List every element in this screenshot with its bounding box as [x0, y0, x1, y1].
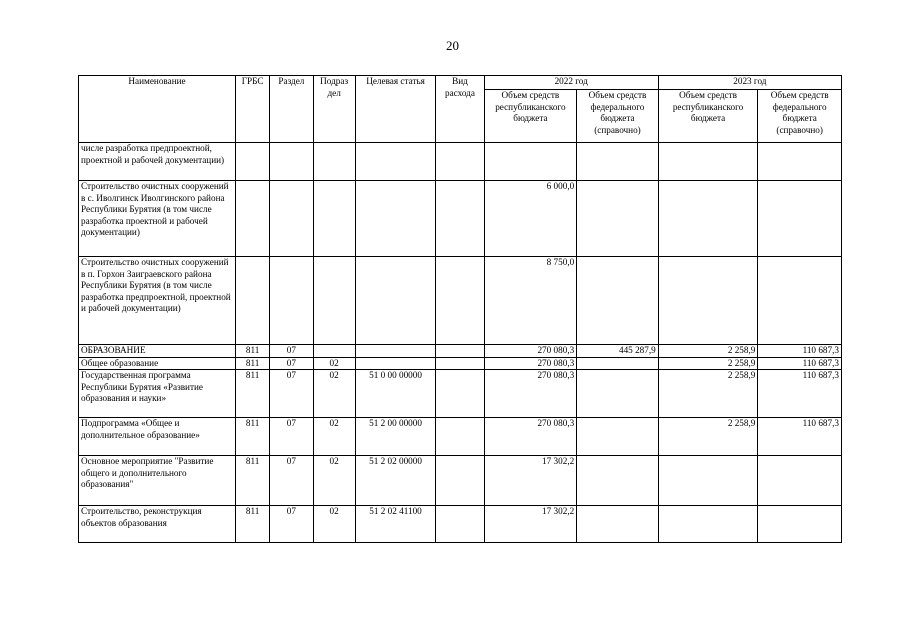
- cell-name: Государственная программа Республики Бурятия «Развитие образования и науки»: [79, 370, 236, 418]
- header-grbs: ГРБС: [236, 76, 270, 143]
- table-row: [79, 143, 842, 181]
- cell-vid-rashoda: [436, 345, 484, 358]
- table-row: [79, 257, 842, 345]
- cell-fed-2022: [577, 456, 659, 506]
- cell-fed-2022: [577, 357, 659, 370]
- cell-razdel: 07: [270, 357, 313, 370]
- cell-fed-2022: [577, 181, 659, 257]
- cell-razdel: 07: [270, 345, 313, 358]
- cell-resp-2022: 8 750,0: [484, 257, 577, 345]
- cell-fed-2022: 445 287,9: [577, 345, 659, 358]
- cell-grbs: [236, 257, 270, 345]
- cell-fed-2022: [577, 370, 659, 418]
- header-fed-budget-2023: Объем средств федерального бюджета (справочно): [758, 90, 842, 143]
- cell-grbs: 811: [236, 506, 270, 543]
- cell-razdel: [270, 181, 313, 257]
- cell-grbs: 811: [236, 357, 270, 370]
- cell-fed-2023: 110 687,3: [758, 357, 842, 370]
- cell-fed-2023: [758, 257, 842, 345]
- cell-fed-2023: 110 687,3: [758, 345, 842, 358]
- cell-resp-2023: [658, 181, 758, 257]
- cell-resp-2023: 2 258,9: [658, 370, 758, 418]
- cell-fed-2023: [758, 506, 842, 543]
- cell-podrazdel: 02: [313, 418, 355, 456]
- cell-razdel: 07: [270, 370, 313, 418]
- cell-cel-statya: [355, 143, 436, 181]
- cell-razdel: [270, 257, 313, 345]
- cell-name: Строительство очистных сооружений в п. Горхон Заиграевского района Республики Бурятия (в том числе разработка предпроектной, проектной и рабочей документации): [79, 257, 236, 345]
- cell-cel-statya: [355, 357, 436, 370]
- cell-vid-rashoda: [436, 257, 484, 345]
- cell-fed-2023: [758, 456, 842, 506]
- cell-name: Строительство, реконструкция объектов образования: [79, 506, 236, 543]
- budget-table: [78, 75, 842, 543]
- cell-resp-2022: 270 080,3: [484, 418, 577, 456]
- cell-razdel: 07: [270, 456, 313, 506]
- header-podrazdel: Подраз дел: [313, 76, 355, 143]
- cell-vid-rashoda: [436, 143, 484, 181]
- cell-resp-2023: [658, 456, 758, 506]
- table-row: [79, 370, 842, 418]
- cell-cel-statya: 51 0 00 00000: [355, 370, 436, 418]
- cell-resp-2022: 270 080,3: [484, 357, 577, 370]
- table-row: [79, 181, 842, 257]
- cell-fed-2023: [758, 181, 842, 257]
- cell-fed-2023: 110 687,3: [758, 370, 842, 418]
- cell-podrazdel: 02: [313, 456, 355, 506]
- cell-vid-rashoda: [436, 506, 484, 543]
- cell-fed-2022: [577, 257, 659, 345]
- header-name: Наименование: [79, 76, 236, 143]
- cell-cel-statya: 51 2 02 00000: [355, 456, 436, 506]
- cell-vid-rashoda: [436, 370, 484, 418]
- header-fed-budget-2022: Объем средств федерального бюджета (справочно): [577, 90, 659, 143]
- cell-podrazdel: 02: [313, 506, 355, 543]
- header-year-2023: 2023 год: [658, 76, 841, 90]
- cell-fed-2023: [758, 143, 842, 181]
- cell-resp-2023: 2 258,9: [658, 418, 758, 456]
- cell-resp-2022: [484, 143, 577, 181]
- cell-grbs: 811: [236, 456, 270, 506]
- cell-fed-2022: [577, 418, 659, 456]
- header-razdel: Раздел: [270, 76, 313, 143]
- cell-grbs: 811: [236, 370, 270, 418]
- cell-resp-2023: 2 258,9: [658, 345, 758, 358]
- cell-grbs: 811: [236, 345, 270, 358]
- cell-cel-statya: [355, 345, 436, 358]
- header-resp-budget-2023: Объем средств республиканского бюджета: [658, 90, 758, 143]
- cell-vid-rashoda: [436, 181, 484, 257]
- header-cel-statya: Целевая статья: [355, 76, 436, 143]
- cell-fed-2023: 110 687,3: [758, 418, 842, 456]
- cell-vid-rashoda: [436, 456, 484, 506]
- cell-razdel: [270, 143, 313, 181]
- cell-resp-2022: 270 080,3: [484, 345, 577, 358]
- cell-podrazdel: [313, 345, 355, 358]
- cell-razdel: 07: [270, 506, 313, 543]
- cell-name: Основное мероприятие "Развитие общего и дополнительного образования": [79, 456, 236, 506]
- table-row: [79, 357, 842, 370]
- table-header: [79, 76, 842, 143]
- cell-podrazdel: 02: [313, 370, 355, 418]
- cell-name: Строительство очистных сооружений в с. Иволгинск Иволгинского района Республики Бурятия (в том числе разработка проектной и рабочей документации): [79, 181, 236, 257]
- cell-resp-2023: [658, 257, 758, 345]
- cell-fed-2022: [577, 143, 659, 181]
- table-row: [79, 345, 842, 358]
- cell-grbs: [236, 181, 270, 257]
- table-body: [79, 143, 842, 543]
- cell-grbs: [236, 143, 270, 181]
- cell-name: числе разработка предпроектной, проектной и рабочей документации): [79, 143, 236, 181]
- cell-grbs: 811: [236, 418, 270, 456]
- cell-name: ОБРАЗОВАНИЕ: [79, 345, 236, 358]
- cell-vid-rashoda: [436, 357, 484, 370]
- cell-resp-2023: [658, 143, 758, 181]
- cell-resp-2022: 270 080,3: [484, 370, 577, 418]
- table-row: [79, 506, 842, 543]
- cell-resp-2023: [658, 506, 758, 543]
- cell-vid-rashoda: [436, 418, 484, 456]
- cell-fed-2022: [577, 506, 659, 543]
- cell-cel-statya: 51 2 00 00000: [355, 418, 436, 456]
- cell-cel-statya: [355, 257, 436, 345]
- cell-resp-2022: 6 000,0: [484, 181, 577, 257]
- cell-cel-statya: [355, 181, 436, 257]
- cell-podrazdel: [313, 181, 355, 257]
- cell-razdel: 07: [270, 418, 313, 456]
- header-resp-budget-2022: Объем средств республиканского бюджета: [484, 90, 577, 143]
- cell-resp-2022: 17 302,2: [484, 506, 577, 543]
- header-year-2022: 2022 год: [484, 76, 658, 90]
- header-vid-rashoda: Вид расхода: [436, 76, 484, 143]
- page-number: 20: [446, 38, 459, 53]
- cell-resp-2022: 17 302,2: [484, 456, 577, 506]
- cell-resp-2023: 2 258,9: [658, 357, 758, 370]
- cell-name: Подпрограмма «Общее и дополнительное образование»: [79, 418, 236, 456]
- cell-podrazdel: [313, 257, 355, 345]
- cell-cel-statya: 51 2 02 41100: [355, 506, 436, 543]
- cell-name: Общее образование: [79, 357, 236, 370]
- table-row: [79, 456, 842, 506]
- cell-podrazdel: [313, 143, 355, 181]
- cell-podrazdel: 02: [313, 357, 355, 370]
- table-row: [79, 418, 842, 456]
